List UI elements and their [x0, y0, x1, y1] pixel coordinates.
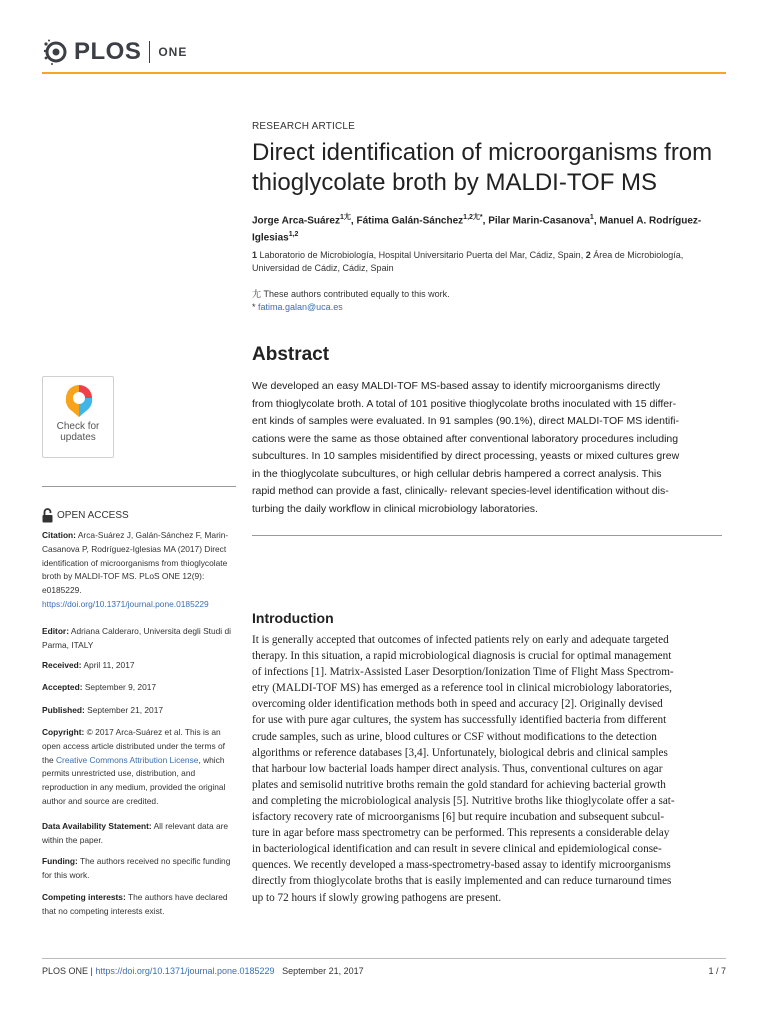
affiliation-text: Área de Microbiología, Universidad de Cádiz, Cádiz, Spain [252, 250, 684, 273]
article-title: Direct identification of microorganisms from thioglycolate broth by MALDI-TOF MS [252, 139, 713, 196]
funding-block: Funding: The authors received no specific funding for this work. [42, 856, 231, 880]
intro-line: in bacteriological identification and can result in severe clinical and epidemiological conse- [252, 843, 662, 856]
abstract-line: ent kinds of samples were evaluated. In 91 samples (90.1%), direct MALDI-TOF MS identifi- [252, 415, 679, 427]
header-rule [42, 72, 726, 74]
author-sup: 1⼪ [340, 214, 351, 221]
article-type: RESEARCH ARTICLE [252, 121, 356, 132]
footer-citation [42, 966, 364, 976]
license-link[interactable]: Creative Commons Attribution License [55, 754, 199, 765]
intro-line: ture in agar before mass spectrometry can be performed. This represents a considerable delay [252, 827, 670, 840]
intro-line: isfactory recovery rate of microorganisms [6] but require incubation and subsequent subcul- [252, 811, 665, 824]
footer-separator: | [90, 966, 93, 976]
intro-line: It is generally accepted that outcomes of infected patients rely on early and adequate targeted [252, 634, 669, 646]
received-date: Received: April 11, 2017 [42, 660, 135, 670]
affiliation-number: 2 [585, 250, 591, 260]
intro-line: and completing the microbiological analysis [5]. Nutritive broths like thioglycolate offer a sat- [252, 794, 675, 807]
author-name[interactable]: Fátima Galán-Sánchez [356, 215, 464, 227]
copyright-block: Copyright: © 2017 Arca-Suárez et al. This is an open access article distributed under the terms of the Creative Commons Attribution License, which permits unrestricted use, distribution, and reproduction in any medium, provided the original author and source are credited. [42, 727, 226, 806]
author-name[interactable]: Jorge Arca-Suárez [252, 215, 340, 227]
intro-line: algorithms or reference databases [3,4]. Unfortunately, biological debris and clinical samples [252, 746, 668, 759]
intro-line: directly from thioglycolate broths that is easily implemented and can reduce turnaround times [252, 875, 672, 888]
author-sup: 1,2⼪* [463, 214, 483, 221]
author-list: Jorge Arca-Suárez$^{1⼪}$, Fátima Galán-Sánchez$^{1,2⼪*}$, Pilar Marin-Casanova$^1$, Manuel A. Rodríguez-Iglesias$^{1,2}$ [252, 214, 702, 244]
logo-text: PLOS [74, 38, 142, 65]
abstract-divider [252, 535, 722, 536]
crossmark-icon [63, 383, 95, 421]
abstract-text [252, 378, 722, 518]
abstract-line: cations were the same as those obtained after conventional laboratory procedures including [252, 432, 679, 445]
check-for-updates-label: Check for updates [56, 421, 100, 443]
footer-date: September 21, 2017 [282, 966, 364, 976]
introduction-text [252, 632, 722, 906]
editor-block: Editor: Adriana Calderaro, Universita degli Studi di Parma, ITALY [42, 626, 231, 650]
intro-line: for use with pure agar cultures, the system has successfully identified bacteria from different [252, 714, 667, 727]
intro-line: crude samples, such as urine, blood cultures or CSF without modifications to the detection [252, 730, 657, 743]
accepted-date: Accepted: September 9, 2017 [42, 682, 157, 692]
intro-line: plates and semisolid nutritive broths remain the gold standard for achieving bacterial growth [252, 778, 666, 791]
open-lock-icon [42, 508, 53, 523]
sidebar-divider [42, 486, 236, 487]
author-sup: 1,2 [288, 231, 299, 239]
author-name[interactable]: Manuel A. Rodríguez-Iglesias [252, 215, 702, 244]
equal-contribution-icon: ⼪ [252, 289, 264, 299]
intro-line: etry (MALDI-TOF MS) has emerged as a reference tool in clinical microbiology laboratories, [252, 682, 672, 695]
corresponding-email: * fatima.galan@uca.es [252, 302, 343, 312]
citation-block: Citation: Arca-Suárez J, Galán-Sánchez F, Marin-Casanova P, Rodríguez-Iglesias MA (2017) Direct identification of microorganisms from thioglycolate broth by MALDI-TOF MS. PLoS ONE 12(9): e0185229. https://doi.org/10.1371/journal.pone.0185229 [42, 530, 229, 609]
journal-header [42, 34, 187, 70]
abstract-line: turbing the daily workflow in clinical microbiology laboratories. [252, 502, 538, 515]
author-name[interactable]: Pilar Marin-Casanova [488, 215, 590, 227]
page-footer [42, 966, 726, 976]
logo-divider [149, 41, 150, 63]
intro-line: overcoming older identification methods both in speed and accuracy [2]. Originally devised [252, 698, 663, 711]
plos-logo-icon [42, 38, 70, 66]
abstract-line: We developed an easy MALDI-TOF MS-based assay to identify microorganisms directly [252, 380, 661, 392]
footer-doi-link[interactable]: https://doi.org/10.1371/journal.pone.0185229 [95, 966, 275, 976]
intro-line: that harbour low bacterial loads hamper direct analysis. Thus, conventional cultures on agar [252, 762, 663, 775]
data-availability-block: Data Availability Statement: All relevant data are within the paper. [42, 821, 229, 845]
open-access-label: OPEN ACCESS [42, 508, 236, 523]
page-number: 1 / 7 [708, 966, 726, 976]
abstract-line: in the thioglycolate subcultures, or high cellular debris hampered a correct analysis. This [252, 467, 662, 480]
introduction-heading: Introduction [252, 610, 334, 626]
abstract-line: from thioglycolate broth. A total of 101 positive thioglycolate broths inoculated with 15 differ- [252, 397, 677, 410]
abstract-line: rapid method can provide a fast, clinically- relevant species-level identification without dis- [252, 485, 669, 497]
footer-rule [42, 958, 726, 959]
equal-contribution-note: ⼪ These authors contributed equally to this work. [252, 289, 450, 299]
intro-line: therapy. In this situation, a rapid microbiological diagnosis is crucial for optimal management [252, 650, 672, 663]
intro-line: of infections [1]. Matrix-Assisted Laser Desorption/Ionization Time of Flight Mass Spectrom- [252, 666, 674, 679]
check-for-updates-badge[interactable] [42, 376, 114, 458]
email-link[interactable]: fatima.galan@uca.es [258, 302, 343, 312]
affiliation-number: 1 [252, 250, 258, 260]
logo-sub: ONE [158, 45, 188, 59]
competing-interests-block: Competing interests: The authors have declared that no competing interests exist. [42, 892, 228, 916]
affiliation-text: Laboratorio de Microbiología, Hospital Universitario Puerta del Mar, Cádiz, Spain, [259, 250, 584, 260]
citation-doi-link[interactable]: https://doi.org/10.1371/journal.pone.0185229 [42, 598, 209, 609]
intro-line: up to 72 hours if slowly growing pathogens are present. [252, 891, 502, 904]
author-sup: 1 [589, 214, 594, 221]
published-date: Published: September 21, 2017 [42, 705, 164, 715]
intro-line: quences. We recently developed a mass-spectrometry-based assay to identify microorganisms [252, 859, 671, 872]
abstract-heading: Abstract [252, 344, 330, 365]
author-notes [252, 288, 722, 314]
abstract-line: subcultures. In 10 samples misidentified by direct processing, yeasts or mixed cultures grew [252, 450, 680, 462]
affiliations [252, 249, 722, 275]
footer-journal: PLOS ONE [42, 966, 89, 976]
